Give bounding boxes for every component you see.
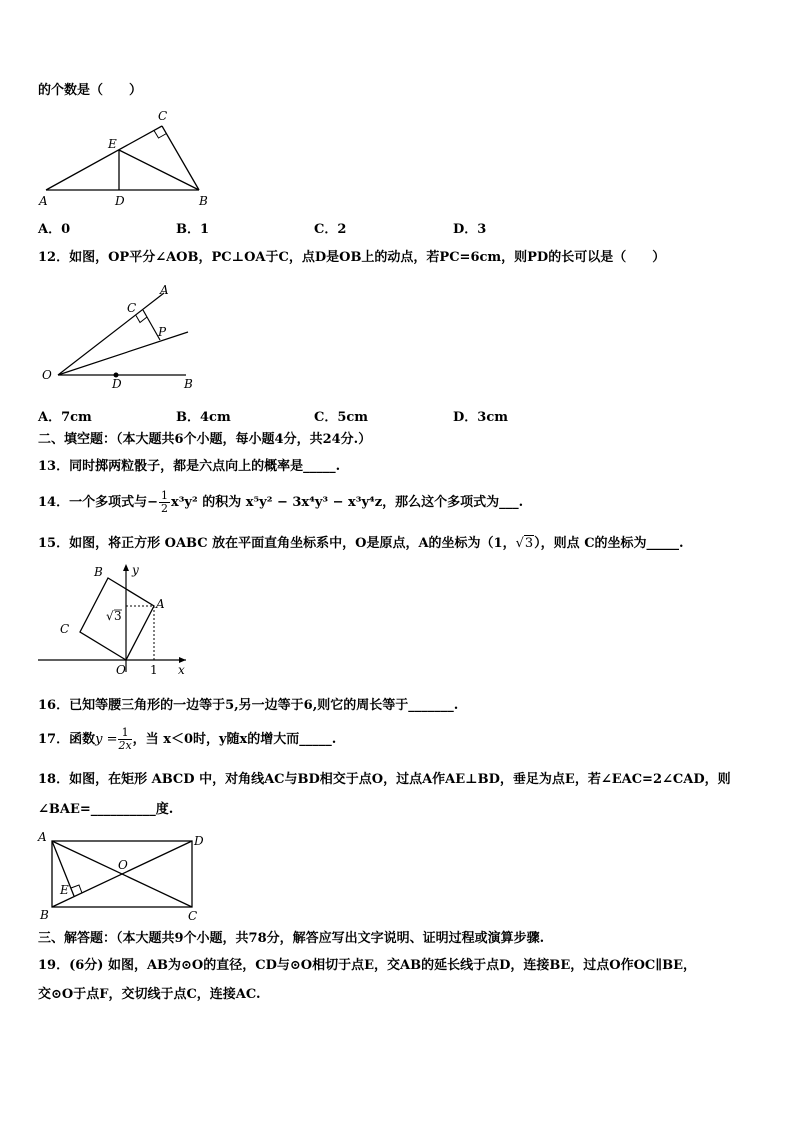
q14-frac-den: 2 [160, 502, 168, 515]
q15-label-1: 1 [150, 663, 158, 677]
q15-label-c: C [60, 622, 70, 636]
q15-pre: 15．如图，将正方形 OABC 放在平面直角坐标系中，O是原点，A的坐标为（1， [38, 536, 516, 551]
q15-label-b: B [94, 565, 103, 579]
q11-label-a: A [39, 194, 48, 208]
q11-option-b: B．1 [176, 222, 210, 237]
q17-frac-num: 1 [118, 727, 131, 740]
q11-label-d: D [115, 194, 125, 208]
q18-label-o: O [118, 858, 128, 872]
q12-question [38, 249, 665, 267]
q11-option-a: A．0 [38, 222, 71, 237]
q11-figure [36, 106, 216, 210]
q15-post: ），则点 C的坐标为_____. [534, 536, 684, 551]
q12-label-a: A [160, 283, 169, 297]
q12-number: 12．如图， [38, 250, 109, 265]
q14-fraction [159, 490, 170, 515]
q17-fraction [118, 727, 131, 752]
q17-question [38, 722, 336, 758]
q11-option-c: C．2 [314, 222, 347, 237]
q17-func: y = [95, 732, 118, 747]
q15-label-x: x [178, 663, 185, 677]
q12-option-c: C．5cm [314, 410, 369, 425]
q12-option-b: B．4cm [176, 410, 231, 425]
q17-frac-den: 2x [118, 739, 132, 752]
q11-tail: 的个数是（ ） [38, 83, 143, 98]
q14-rest: x³y² 的积为 x⁵y² − 3x⁴y³ − x³y⁴z，那么这个多项式为___. [170, 495, 524, 510]
q18-label-a: A [38, 830, 47, 844]
q14-question [38, 486, 523, 520]
q12-label-d: D [112, 377, 122, 391]
q12-figure [36, 280, 206, 392]
q12-option-a: A．7cm [38, 410, 92, 425]
q15-label-o: O [116, 663, 126, 677]
q18-label-b: B [40, 908, 49, 922]
q18-line-2: ∠BAE=__________度. [38, 802, 174, 817]
q11-label-b: B [199, 194, 208, 208]
q15-label-y: y [132, 563, 139, 577]
q14-pre: 14．一个多项式与− [38, 495, 158, 510]
q16-question: 16．已知等腰三角形的一边等于5,另一边等于6,则它的周长等于_______. [38, 698, 459, 713]
q18-figure [36, 828, 216, 924]
q17-post: ，当 x＜0时，y随x的增大而_____. [132, 732, 337, 747]
q18-label-d: D [194, 834, 204, 848]
q18-line-1: 18．如图，在矩形 ABCD 中，对角线AC与BD相交于点O，过点A作AE⊥BD，垂足为点E，若∠EAC=2∠CAD，则 [38, 772, 731, 787]
q12-label-o: O [42, 368, 52, 382]
q15-question [38, 535, 684, 553]
q12-label-p: P [158, 325, 167, 339]
svg-text:√: √ [106, 609, 114, 623]
q12-body: OP平分∠AOB，PC⊥OA于C，点D是OB上的动点，若PC=6cm，则PD的长可以是（ ） [108, 250, 666, 265]
q13-question: 13．同时掷两粒骰子，都是六点向上的概率是_____. [38, 459, 341, 474]
q15-label-root: 3 [114, 609, 122, 623]
q15-sqrt-value: 3 [524, 536, 534, 551]
q11-label-c: C [158, 109, 168, 123]
q12-label-c: C [127, 301, 137, 315]
q18-label-c: C [188, 909, 198, 923]
q15-figure [36, 560, 196, 678]
q15-label-a: A [156, 597, 165, 611]
q12-label-b: B [184, 377, 193, 391]
q11-option-d: D．3 [453, 222, 487, 237]
q17-pre: 17．函数 [38, 732, 96, 747]
q12-option-d: D．3cm [453, 410, 508, 425]
q19-line-2: 交⊙O于点F，交切线于点C，连接AC. [38, 987, 261, 1002]
q11-label-e: E [108, 137, 117, 151]
q15-sqrt: √3 [515, 536, 534, 551]
section-3-heading: 三、解答题：（本大题共9个小题，共78分，解答应写出文字说明、证明过程或演算步骤. [38, 931, 545, 946]
q19-line-1: 19．(6分) 如图，AB为⊙O的直径，CD与⊙O相切于点E，交AB的延长线于点D，连接BE，过点O作OC∥BE， [38, 958, 697, 973]
section-2-heading: 二、填空题：（本大题共6个小题，每小题4分，共24分.） [38, 432, 372, 447]
q18-label-e: E [60, 883, 69, 897]
q14-frac-num: 1 [160, 489, 168, 502]
